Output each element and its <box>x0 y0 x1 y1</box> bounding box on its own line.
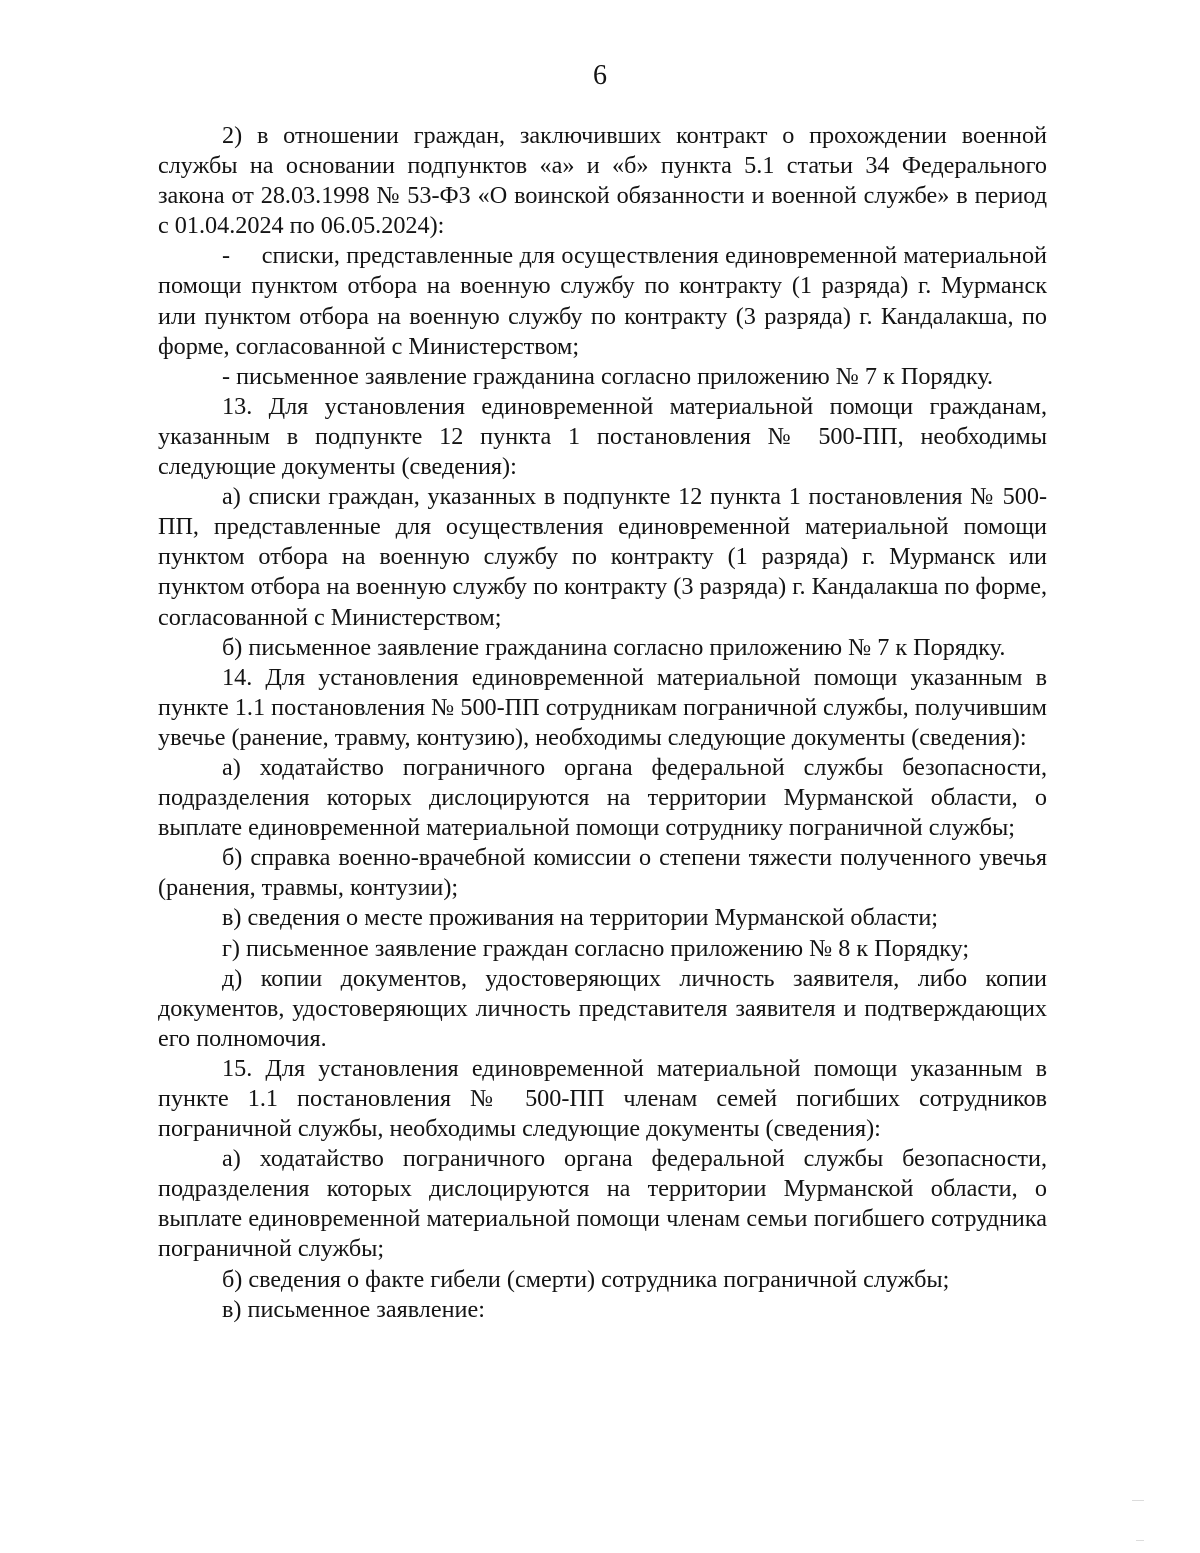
document-body <box>158 121 1047 1325</box>
paragraph-15: 15. Для установления единовременной материальной помощи указанным в пункте 1.1 постановления № 500-ПП членам семей погибших сотрудников пограничной службы, необходимы следующие документы (сведения): <box>158 1054 1047 1143</box>
paragraph-15-v: в) письменное заявление: <box>222 1295 485 1323</box>
paragraph-13: 13. Для установления единовременной материальной помощи гражданам, указанным в подпункте 12 пункта 1 постановления № 500-ПП, необходимы следующие документы (сведения): <box>158 392 1047 481</box>
paragraph-14: 14. Для установления единовременной материальной помощи указанным в пункте 1.1 постановления № 500-ПП сотрудникам пограничной службы, получившим увечье (ранение, травму, контузию), необходимы следующие документы (сведения): <box>158 663 1047 751</box>
paragraph-lists-item: - списки, представленные для осуществления единовременной материальной помощи пунктом отбора на военную службу по контракту (1 разряда) г. Мурманск или пунктом отбора на военную службу по контракту (3 разряда) г. Кандалакша, по форме, согласованной с Министерством; <box>158 242 1047 360</box>
paragraph-14-g: г) письменное заявление граждан согласно приложению № 8 к Порядку; <box>222 934 970 962</box>
paragraph-application-item: - письменное заявление гражданина согласно приложению № 7 к Порядку. <box>222 362 994 390</box>
page-number: 6 <box>593 60 607 91</box>
scan-speckle <box>1136 1540 1144 1541</box>
paragraph-13-a: а) списки граждан, указанных в подпункте 12 пункта 1 постановления № 500-ПП, представленные для осуществления единовременной материальной помощи пунктом отбора на военную службу по контракту (1 разряда) г. Мурманск или пунктом отбора на военную службу по контракту (3 разряда) г. Кандалакша по форме, согласованной с Министерством; <box>158 483 1047 631</box>
scan-speckle <box>1132 1500 1144 1501</box>
paragraph-14-b: б) справка военно-врачебной комиссии о степени тяжести полученного увечья (ранения, травмы, контузии); <box>158 844 1047 902</box>
paragraph-14-a: а) ходатайство пограничного органа федеральной службы безопасности, подразделения которых дислоцируются на территории Мурманской области, о выплате единовременной материальной помощи сотруднику пограничной службы; <box>158 753 1047 842</box>
paragraph-13-b: б) письменное заявление гражданина согласно приложению № 7 к Порядку. <box>222 633 1006 661</box>
paragraph-2-contract-citizens: 2) в отношении граждан, заключивших контракт о прохождении военной службы на основании подпунктов «а» и «б» пункта 5.1 статьи 34 Федерального закона от 28.03.1998 № 53-ФЗ «О воинской обязанности и военной службе» в период с 01.04.2024 по 06.05.2024): <box>158 122 1047 240</box>
paragraph-14-d: д) копии документов, удостоверяющих личность заявителя, либо копии документов, удостоверяющих личность представителя заявителя и подтверждающих его полномочия. <box>158 964 1047 1052</box>
paragraph-14-v: в) сведения о месте проживания на территории Мурманской области; <box>222 904 939 932</box>
paragraph-15-a: а) ходатайство пограничного органа федеральной службы безопасности, подразделения которых дислоцируются на территории Мурманской области, о выплате единовременной материальной помощи членам семьи погибшего сотрудника пограничной службы; <box>158 1145 1047 1263</box>
paragraph-15-b: б) сведения о факте гибели (смерти) сотрудника пограничной службы; <box>222 1265 950 1293</box>
